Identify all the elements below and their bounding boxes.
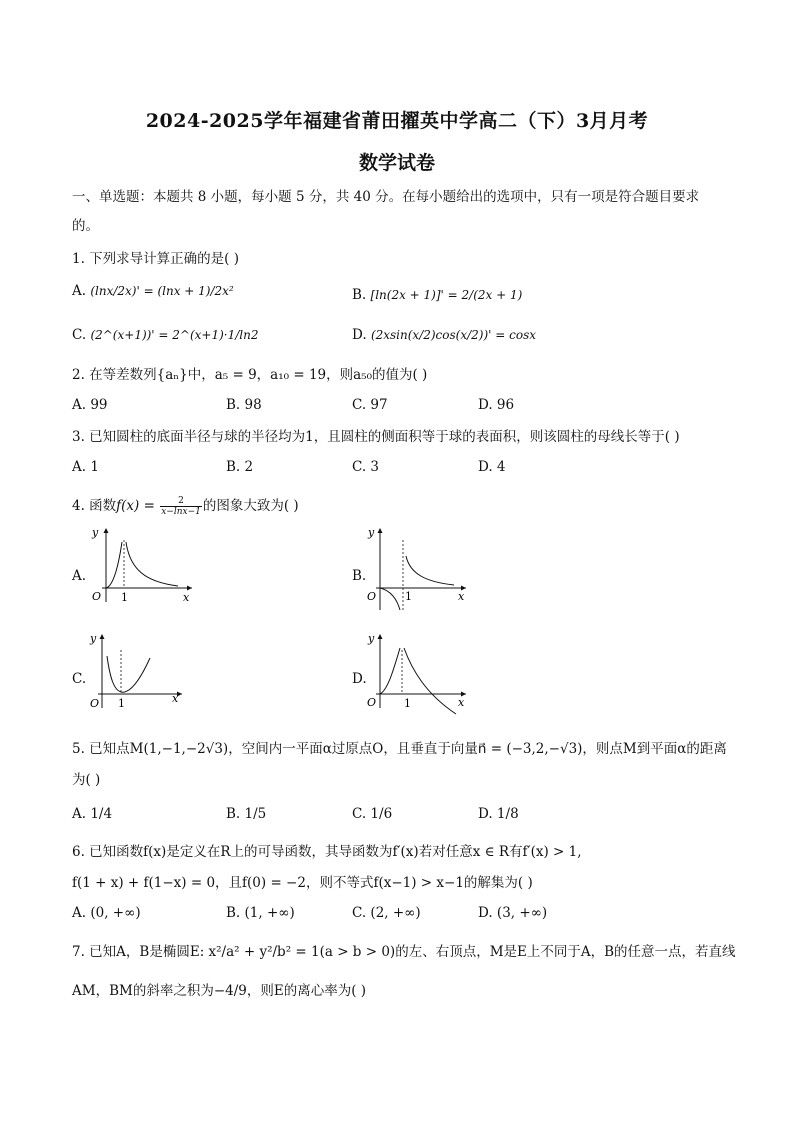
graph-a-curve-left bbox=[106, 542, 122, 588]
graph-a-y-label: y bbox=[92, 526, 99, 539]
q1-option-d bbox=[352, 327, 536, 343]
q6-stem-line2: f(1 + x) + f(1−x) = 0，且f(0) = −2，则不等式f(x−1) > x−1的解集为( ) bbox=[72, 875, 533, 891]
page-subtitle: 数学试卷 bbox=[358, 152, 435, 174]
graph-d-x-label: x bbox=[458, 696, 465, 709]
q4-graph-d bbox=[366, 628, 470, 716]
q4-graph-a bbox=[86, 522, 196, 604]
page-title: 2024-2025学年福建省莆田擢英中学高二（下）3月月考 bbox=[145, 110, 649, 132]
q1-b-label: B. bbox=[352, 287, 367, 303]
q4-graph-b bbox=[366, 522, 470, 612]
q3-option-d: D. 4 bbox=[478, 459, 506, 475]
graph-d-origin: O bbox=[367, 696, 377, 709]
q4-fraction bbox=[160, 496, 202, 517]
q4-label-c: C. bbox=[72, 671, 87, 687]
q1-a-expr: (lnx/2x)' = (lnx + 1)/2x² bbox=[90, 284, 234, 298]
q4-graph-c bbox=[86, 628, 186, 710]
graph-d-y-arrow bbox=[378, 634, 383, 639]
q4-stem-fx: f(x) = bbox=[116, 498, 155, 514]
graph-a-y-arrow bbox=[104, 528, 109, 533]
q3-stem: 3. 已知圆柱的底面半径与球的半径均为1，且圆柱的侧面积等于球的表面积，则该圆柱的母线长等于( ) bbox=[72, 429, 680, 445]
q4-label-d: D. bbox=[352, 671, 367, 687]
q6-option-b: B. (1, +∞) bbox=[226, 905, 295, 921]
q6-option-d: D. (3, +∞) bbox=[478, 905, 548, 921]
q4-stem bbox=[72, 496, 299, 517]
q6-option-c: C. (2, +∞) bbox=[352, 905, 421, 921]
q1-c-label: C. bbox=[72, 327, 87, 343]
q3-option-a: A. 1 bbox=[72, 459, 99, 475]
q3-option-b: B. 2 bbox=[226, 459, 254, 475]
q2-option-c: C. 97 bbox=[352, 397, 388, 413]
q5-option-d: D. 1/8 bbox=[478, 806, 519, 822]
q4-label-b: B. bbox=[352, 568, 367, 584]
graph-c-tick: 1 bbox=[118, 697, 125, 710]
section-heading-line2: 的。 bbox=[72, 218, 99, 234]
q4-fraction-num: 2 bbox=[160, 496, 202, 507]
graph-b-curve-left bbox=[380, 588, 400, 610]
q2-stem: 2. 在等差数列{aₙ}中，a₅ = 9，a₁₀ = 19，则a₅₀的值为( ) bbox=[72, 367, 428, 383]
q1-stem: 1. 下列求导计算正确的是( ) bbox=[72, 251, 239, 267]
graph-a-tick: 1 bbox=[121, 591, 128, 604]
q5-option-b: B. 1/5 bbox=[226, 806, 267, 822]
graph-c-y-label: y bbox=[90, 632, 97, 645]
q3-option-c: C. 3 bbox=[352, 459, 380, 475]
q1-b-expr: [ln(2x + 1)]' = 2/(2x + 1) bbox=[370, 288, 523, 302]
q5-stem-line1: 5. 已知点M(1,−1,−2√3)，空间内一平面α过原点O，且垂直于向量n⃗ = (−3,2,−√3)，则点M到平面α的距离 bbox=[72, 741, 727, 757]
q5-stem-line2: 为( ) bbox=[72, 772, 101, 788]
q6-option-a: A. (0, +∞) bbox=[72, 905, 141, 921]
q1-option-b bbox=[352, 287, 522, 303]
q1-d-label: D. bbox=[352, 327, 367, 343]
q4-stem-post: 的图象大致为( ) bbox=[202, 498, 299, 514]
q1-option-c bbox=[72, 327, 259, 343]
section-heading-line1: 一、单选题：本题共 8 小题，每小题 5 分，共 40 分。在每小题给出的选项中，只有一项是符合题目要求 bbox=[72, 189, 700, 205]
graph-d-tick: 1 bbox=[404, 697, 411, 710]
graph-d-curve-right bbox=[404, 648, 456, 714]
graph-c-y-arrow bbox=[100, 634, 105, 639]
graph-d-y-label: y bbox=[368, 632, 375, 645]
q1-option-a bbox=[72, 283, 234, 299]
q2-option-b: B. 98 bbox=[226, 397, 262, 413]
graph-d-curve-left bbox=[380, 648, 400, 694]
graph-c-curve bbox=[107, 656, 150, 692]
graph-c-origin: O bbox=[90, 697, 100, 710]
graph-b-tick: 1 bbox=[405, 590, 412, 603]
q6-stem-line1: 6. 已知函数f(x)是定义在R上的可导函数，其导函数为f′(x)若对任意x ∈ R有f′(x) > 1, bbox=[72, 844, 582, 860]
q5-option-c: C. 1/6 bbox=[352, 806, 393, 822]
q4-stem-pre: 4. 函数 bbox=[72, 498, 117, 514]
graph-b-y-label: y bbox=[368, 526, 375, 539]
q1-c-expr: (2^(x+1))' = 2^(x+1)·1/ln2 bbox=[90, 328, 259, 342]
q5-option-a: A. 1/4 bbox=[72, 806, 113, 822]
graph-b-curve-right bbox=[406, 556, 454, 585]
q7-stem-line1: 7. 已知A，B是椭圆E: x²/a² + y²/b² = 1(a > b > 0)的左、右顶点，M是E上不同于A，B的任意一点，若直线 bbox=[72, 944, 736, 960]
q2-option-d: D. 96 bbox=[478, 397, 515, 413]
q7-stem-line2: AM，BM的斜率之积为−4/9，则E的离心率为( ) bbox=[72, 983, 367, 999]
graph-a-curve-right bbox=[126, 542, 178, 586]
graph-b-x-label: x bbox=[458, 590, 465, 603]
graph-a-origin: O bbox=[92, 590, 102, 603]
graph-a-x-arrow bbox=[187, 586, 192, 591]
graph-b-origin: O bbox=[367, 590, 377, 603]
q4-fraction-den: x−lnx−1 bbox=[161, 507, 201, 517]
q1-a-label: A. bbox=[72, 283, 87, 299]
q2-option-a: A. 99 bbox=[72, 397, 108, 413]
q4-label-a: A. bbox=[72, 568, 87, 584]
q1-d-expr: (2xsin(x/2)cos(x/2))' = cosx bbox=[370, 328, 537, 342]
graph-c-x-label: x bbox=[172, 692, 179, 705]
graph-b-y-arrow bbox=[378, 528, 383, 533]
graph-a-x-label: x bbox=[183, 591, 190, 604]
